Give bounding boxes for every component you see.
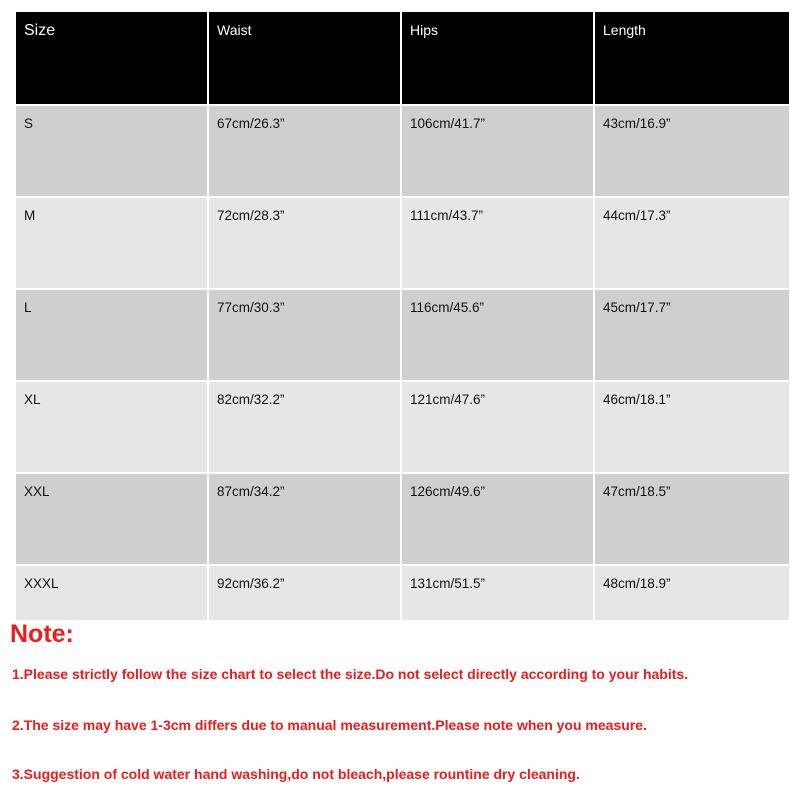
cell-size: XL bbox=[15, 381, 208, 473]
note-item-3: 3.Suggestion of cold water hand washing,do not bleach,please rountine dry cleaning. bbox=[12, 766, 580, 782]
cell-size: S bbox=[15, 105, 208, 197]
cell-size: XXL bbox=[15, 473, 208, 565]
cell-waist: 72cm/28.3” bbox=[208, 197, 401, 289]
notes-section bbox=[10, 620, 795, 782]
note-title: Note: bbox=[10, 620, 74, 648]
cell-waist: 67cm/26.3” bbox=[208, 105, 401, 197]
cell-length: 43cm/16.9” bbox=[594, 105, 790, 197]
table-row bbox=[15, 105, 790, 197]
table-header-row bbox=[15, 11, 790, 105]
size-chart-table bbox=[14, 10, 791, 622]
table-row bbox=[15, 197, 790, 289]
cell-hips: 126cm/49.6” bbox=[401, 473, 594, 565]
cell-hips: 116cm/45.6” bbox=[401, 289, 594, 381]
cell-waist: 82cm/32.2” bbox=[208, 381, 401, 473]
table-row bbox=[15, 381, 790, 473]
header-size: Size bbox=[15, 11, 208, 105]
header-length: Length bbox=[594, 11, 790, 105]
cell-hips: 106cm/41.7” bbox=[401, 105, 594, 197]
cell-length: 47cm/18.5” bbox=[594, 473, 790, 565]
cell-size: XXXL bbox=[15, 565, 208, 621]
table-row bbox=[15, 289, 790, 381]
note-item-1: 1.Please strictly follow the size chart to select the size.Do not select directly according to your habits. bbox=[12, 666, 689, 682]
table-row bbox=[15, 565, 790, 621]
header-hips: Hips bbox=[401, 11, 594, 105]
cell-length: 48cm/18.9” bbox=[594, 565, 790, 621]
cell-waist: 92cm/36.2” bbox=[208, 565, 401, 621]
cell-size: L bbox=[15, 289, 208, 381]
cell-waist: 77cm/30.3” bbox=[208, 289, 401, 381]
cell-hips: 121cm/47.6” bbox=[401, 381, 594, 473]
cell-size: M bbox=[15, 197, 208, 289]
cell-hips: 111cm/43.7” bbox=[401, 197, 594, 289]
cell-hips: 131cm/51.5” bbox=[401, 565, 594, 621]
cell-length: 45cm/17.7” bbox=[594, 289, 790, 381]
cell-length: 46cm/18.1” bbox=[594, 381, 790, 473]
table-row bbox=[15, 473, 790, 565]
cell-waist: 87cm/34.2” bbox=[208, 473, 401, 565]
cell-length: 44cm/17.3” bbox=[594, 197, 790, 289]
header-waist: Waist bbox=[208, 11, 401, 105]
note-item-2: 2.The size may have 1-3cm differs due to manual measurement.Please note when you measure. bbox=[12, 717, 647, 733]
